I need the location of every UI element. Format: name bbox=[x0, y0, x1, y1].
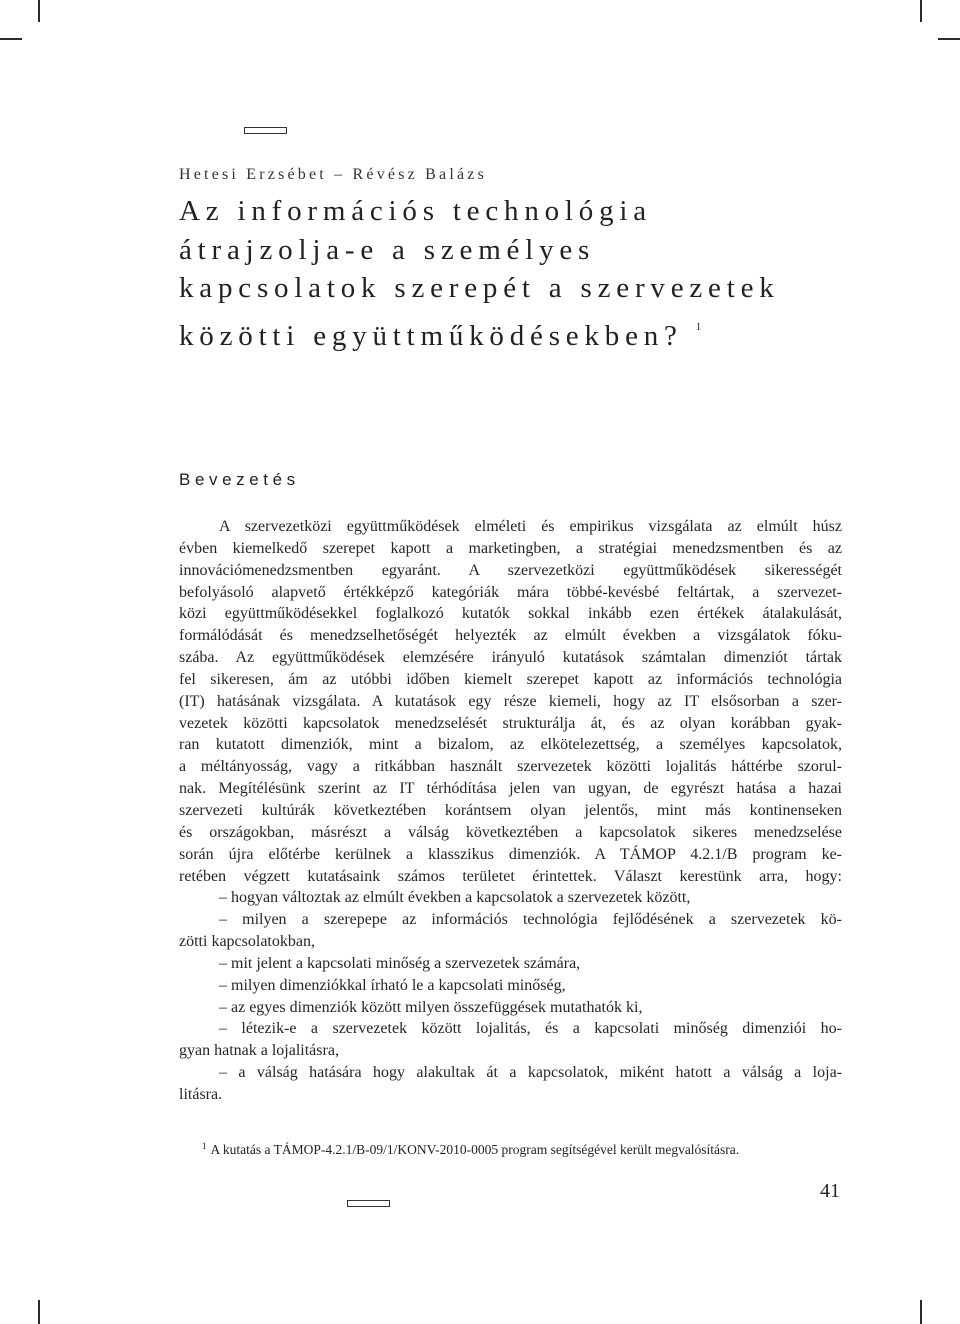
list-item-continuation: litásra. bbox=[179, 1085, 223, 1103]
text-line: formálódását és menedzselhetőségét helyezték az elmúlt években a vizsgálatok fóku- bbox=[179, 627, 842, 645]
crop-mark-bottom-left bbox=[38, 1300, 40, 1324]
list-item: – az egyes dimenziók között milyen összefüggések mutathatók ki, bbox=[219, 998, 643, 1016]
footnote bbox=[202, 1141, 739, 1158]
body-text bbox=[179, 516, 842, 1106]
text-line: retében végzett kutatásaink számos területet érintettek. Választ kerestünk arra, hogy: bbox=[179, 867, 842, 885]
list-item: – milyen dimenziókkal írható le a kapcsolati minőség, bbox=[219, 976, 566, 994]
title-footnote-marker: 1 bbox=[695, 320, 702, 333]
title-line: kapcsolatok szerepét a szervezetek bbox=[179, 272, 780, 304]
crop-mark-top-right bbox=[920, 0, 922, 22]
crop-mark-top-left-horizontal bbox=[0, 38, 22, 40]
title-line-text: közötti együttműködésekben? bbox=[179, 319, 683, 352]
list-item: – hogyan változtak az elmúlt években a kapcsolatok a szervezetek között, bbox=[219, 889, 691, 907]
article-title bbox=[179, 192, 780, 355]
list-item: – a válság hatására hogy alakultak át a kapcsolatok, miként hatott a válság a loja- bbox=[219, 1064, 842, 1082]
list-item-continuation: gyan hatnak a lojalitásra, bbox=[179, 1042, 339, 1060]
text-line: A szervezetközi együttműködések elméleti és empirikus vizsgálata az elmúlt húsz bbox=[219, 518, 842, 535]
text-line: innovációmenedzsmentben egyaránt. A szervezetközi együttműködések sikerességét bbox=[179, 561, 842, 579]
text-line: vezetek közötti kapcsolatok menedzselését strukturálja át, és az olyan korábban gyak- bbox=[179, 714, 842, 732]
section-heading: Bevezetés bbox=[179, 470, 300, 489]
list-item: – létezik-e a szervezetek között lojalitás, és a kapcsolati minőség dimenziói ho- bbox=[219, 1020, 842, 1038]
top-decorative-bar bbox=[244, 127, 287, 134]
crop-mark-bottom-right bbox=[920, 1300, 922, 1324]
text-line: és országokban, másrészt a válság következtében a kapcsolatok sikeres menedzselése bbox=[179, 823, 842, 841]
text-line: ran kutatott dimenziók, mint a bizalom, az elkötelezettség, a személyes kapcsolatok, bbox=[179, 736, 842, 754]
text-line: (IT) hatásának vizsgálata. A kutatások egy része kiemeli, hogy az IT elsősorban a szer- bbox=[179, 692, 842, 710]
title-line: átrajzolja-e a személyes bbox=[179, 233, 596, 266]
text-line: befolyásoló alapvető értékképző kategóriák mára többé-kevésbé feltártak, a szervezet- bbox=[179, 583, 842, 601]
text-line: fel sikeresen, ám az utóbbi időben kiemelt szerepet kapott az információs technológia bbox=[179, 670, 842, 688]
text-line: évben kiemelkedő szerepet kapott a marketingben, a stratégiai menedzsmentben és az bbox=[179, 539, 842, 557]
crop-mark-top-right-horizontal bbox=[938, 38, 960, 40]
text-line: során újra előtérbe kerülnek a klasszikus dimenziók. A TÁMOP 4.2.1/B program ke- bbox=[179, 845, 842, 863]
title-line-last bbox=[179, 308, 780, 356]
footnote-marker: 1 bbox=[202, 1141, 207, 1151]
text-line: szába. Az együttműködések elemzésére irányuló kutatások számtalan dimenziót tártak bbox=[179, 649, 842, 667]
bottom-decorative-bar bbox=[347, 1200, 390, 1207]
text-line: nak. Megítélésünk szerint az IT térhódítása jelen van ugyan, de egyrészt hatása a hazai bbox=[179, 780, 842, 798]
page-number: 41 bbox=[820, 1180, 840, 1202]
footnote-text: A kutatás a TÁMOP-4.2.1/B-09/1/KONV-2010-0005 program segítségével került megvalósításra. bbox=[210, 1142, 740, 1157]
list-item: – milyen a szerepepe az információs technológia fejlődésének a szervezetek kö- bbox=[219, 911, 842, 929]
list-item-continuation: zötti kapcsolatokban, bbox=[179, 933, 315, 951]
text-line: szervezeti kultúrák következtében korántsem olyan jelentős, mint más kontinenseken bbox=[179, 801, 842, 819]
list-item: – mit jelent a kapcsolati minőség a szervezetek számára, bbox=[219, 954, 581, 972]
authors: Hetesi Erzsébet – Révész Balázs bbox=[179, 166, 488, 183]
text-line: közi együttműködésekkel foglalkozó kutatók sokkal inkább ezen értékek átalakulását, bbox=[179, 605, 842, 623]
text-line: a méltányosság, vagy a ritkábban használt szervezetek közötti lojalitás háttérbe szorul- bbox=[179, 758, 842, 776]
crop-mark-top-left bbox=[38, 0, 40, 22]
title-line: Az információs technológia bbox=[179, 195, 652, 227]
